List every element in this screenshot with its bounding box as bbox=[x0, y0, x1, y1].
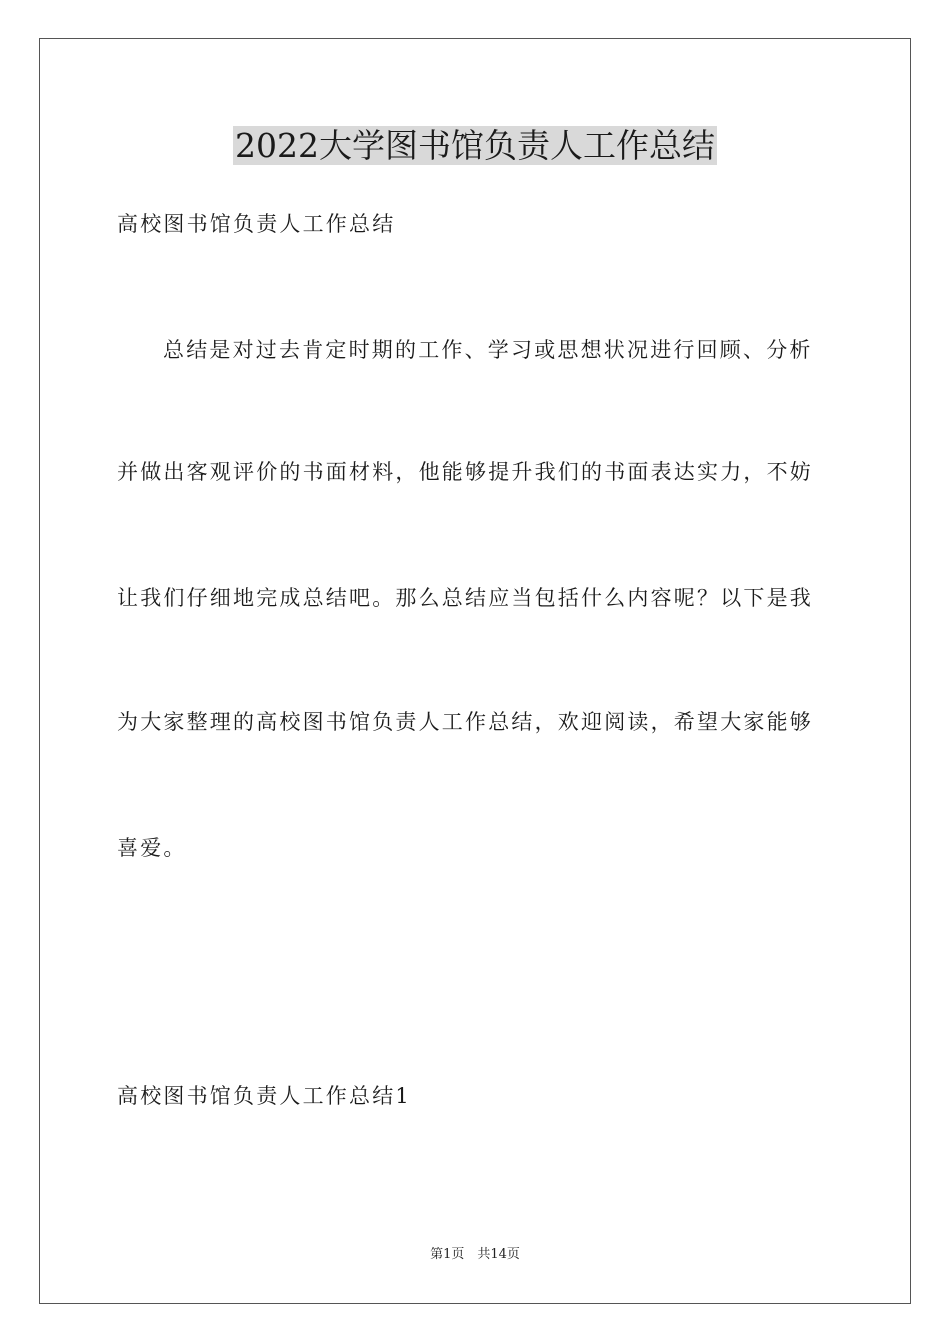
intro-line-3: 让我们仔细地完成总结吧。那么总结应当包括什么内容呢？以下是我 bbox=[117, 586, 813, 610]
document-title: 2022大学图书馆负责人工作总结 bbox=[235, 126, 715, 165]
intro-line-4: 为大家整理的高校图书馆负责人工作总结，欢迎阅读，希望大家能够 bbox=[117, 710, 813, 734]
page-number-footer: 第1页 共14页 bbox=[430, 1247, 520, 1262]
intro-line-5: 喜爱。 bbox=[117, 836, 187, 860]
intro-line-2: 并做出客观评价的书面材料，他能够提升我们的书面表达实力，不妨 bbox=[117, 460, 813, 484]
document-subtitle: 高校图书馆负责人工作总结 bbox=[117, 212, 396, 236]
section-heading: 高校图书馆负责人工作总结1 bbox=[117, 1084, 411, 1108]
intro-line-1: 总结是对过去肯定时期的工作、学习或思想状况进行回顾、分析 bbox=[163, 338, 813, 362]
